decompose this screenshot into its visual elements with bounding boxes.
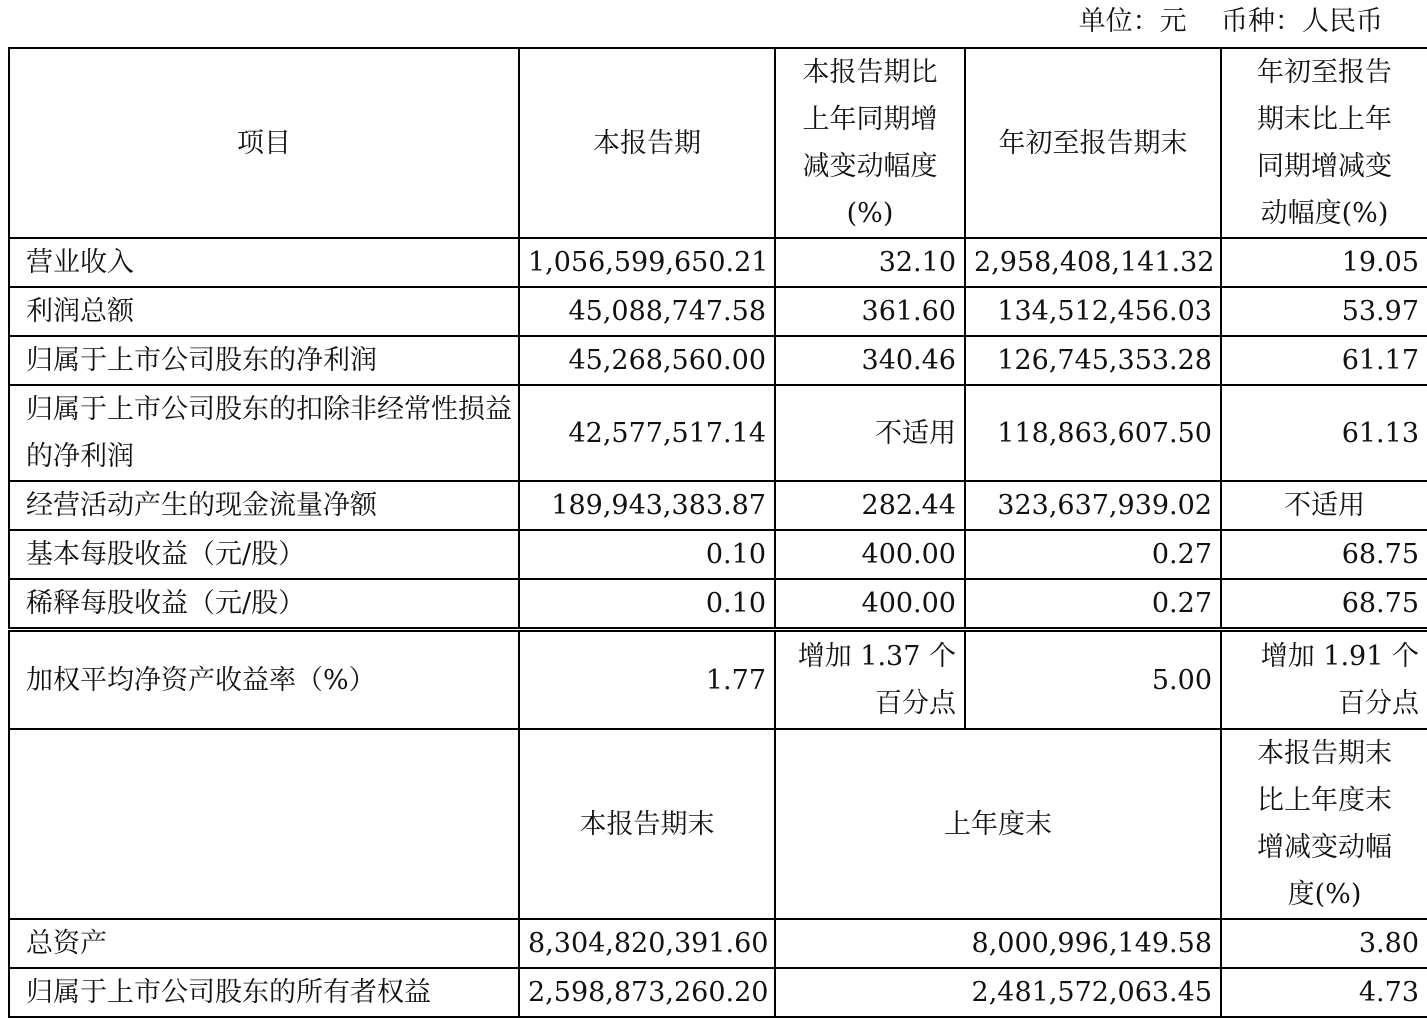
cell-ytd-change: 增加 1.91 个 百分点 — [1221, 631, 1427, 729]
cell-prior-year-end: 2,481,572,063.45 — [775, 968, 1221, 1017]
header-item: 项目 — [9, 48, 519, 238]
header-period-end: 本报告期末 — [519, 729, 775, 919]
header-blank — [9, 729, 519, 919]
cell-ytd: 0.27 — [965, 579, 1221, 628]
cell-change-pct: 4.73 — [1221, 968, 1427, 1017]
cell-current: 1.77 — [519, 631, 775, 729]
table-row — [9, 481, 1427, 530]
table-row — [9, 631, 1427, 729]
cell-period-end: 8,304,820,391.60 — [519, 919, 775, 968]
row-label: 营业收入 — [9, 238, 519, 287]
cell-current: 45,268,560.00 — [519, 336, 775, 385]
table-row — [9, 385, 1427, 481]
cell-current-change: 增加 1.37 个 百分点 — [775, 631, 965, 729]
row-label: 稀释每股收益（元/股） — [9, 579, 519, 628]
row-label: 归属于上市公司股东的净利润 — [9, 336, 519, 385]
table-header-row — [9, 48, 1427, 238]
cell-ytd: 118,863,607.50 — [965, 385, 1221, 481]
header-change-pct: 本报告期末 比上年度末 增减变动幅 度(%) — [1221, 729, 1427, 919]
row-label: 归属于上市公司股东的扣除非经常性损益的净利润 — [9, 385, 519, 481]
cell-ytd-change: 不适用 — [1221, 481, 1427, 530]
row-label: 经营活动产生的现金流量净额 — [9, 481, 519, 530]
header-current-period-change: 本报告期比 上年同期增 减变动幅度 (%) — [775, 48, 965, 238]
cell-current: 42,577,517.14 — [519, 385, 775, 481]
cell-change-pct: 3.80 — [1221, 919, 1427, 968]
table-header-row — [9, 729, 1427, 919]
cell-current-change: 400.00 — [775, 579, 965, 628]
cell-ytd-change: 68.75 — [1221, 579, 1427, 628]
header-ytd-change: 年初至报告 期末比上年 同期增减变 动幅度(%) — [1221, 48, 1427, 238]
header-prior-year-end: 上年度末 — [775, 729, 1221, 919]
cell-ytd-change: 68.75 — [1221, 530, 1427, 579]
cell-current-change: 282.44 — [775, 481, 965, 530]
cell-current: 0.10 — [519, 579, 775, 628]
unit-currency-note: 单位：元 币种：人民币 — [1078, 6, 1383, 37]
cell-current: 0.10 — [519, 530, 775, 579]
cell-current-change: 361.60 — [775, 287, 965, 336]
financial-indicators-table — [8, 47, 1427, 629]
row-label: 归属于上市公司股东的所有者权益 — [9, 968, 519, 1017]
balance-indicators-table — [8, 630, 1427, 1018]
row-label: 加权平均净资产收益率（%） — [9, 631, 519, 729]
cell-period-end: 2,598,873,260.20 — [519, 968, 775, 1017]
table-row — [9, 238, 1427, 287]
cell-ytd: 134,512,456.03 — [965, 287, 1221, 336]
table-row — [9, 919, 1427, 968]
cell-current-change: 不适用 — [775, 385, 965, 481]
cell-ytd: 323,637,939.02 — [965, 481, 1221, 530]
table-row — [9, 579, 1427, 628]
cell-current: 1,056,599,650.21 — [519, 238, 775, 287]
cell-current: 45,088,747.58 — [519, 287, 775, 336]
cell-ytd-change: 19.05 — [1221, 238, 1427, 287]
row-label: 基本每股收益（元/股） — [9, 530, 519, 579]
cell-ytd-change: 61.13 — [1221, 385, 1427, 481]
table-row — [9, 968, 1427, 1017]
table-row — [9, 530, 1427, 579]
cell-ytd-change: 61.17 — [1221, 336, 1427, 385]
table-row — [9, 336, 1427, 385]
cell-ytd: 126,745,353.28 — [965, 336, 1221, 385]
cell-ytd: 2,958,408,141.32 — [965, 238, 1221, 287]
row-label: 总资产 — [9, 919, 519, 968]
table-row — [9, 287, 1427, 336]
cell-current: 189,943,383.87 — [519, 481, 775, 530]
header-ytd: 年初至报告期末 — [965, 48, 1221, 238]
cell-current-change: 340.46 — [775, 336, 965, 385]
cell-ytd-change: 53.97 — [1221, 287, 1427, 336]
cell-current-change: 32.10 — [775, 238, 965, 287]
cell-ytd: 0.27 — [965, 530, 1221, 579]
row-label: 利润总额 — [9, 287, 519, 336]
cell-current-change: 400.00 — [775, 530, 965, 579]
cell-ytd: 5.00 — [965, 631, 1221, 729]
header-current-period: 本报告期 — [519, 48, 775, 238]
cell-prior-year-end: 8,000,996,149.58 — [775, 919, 1221, 968]
